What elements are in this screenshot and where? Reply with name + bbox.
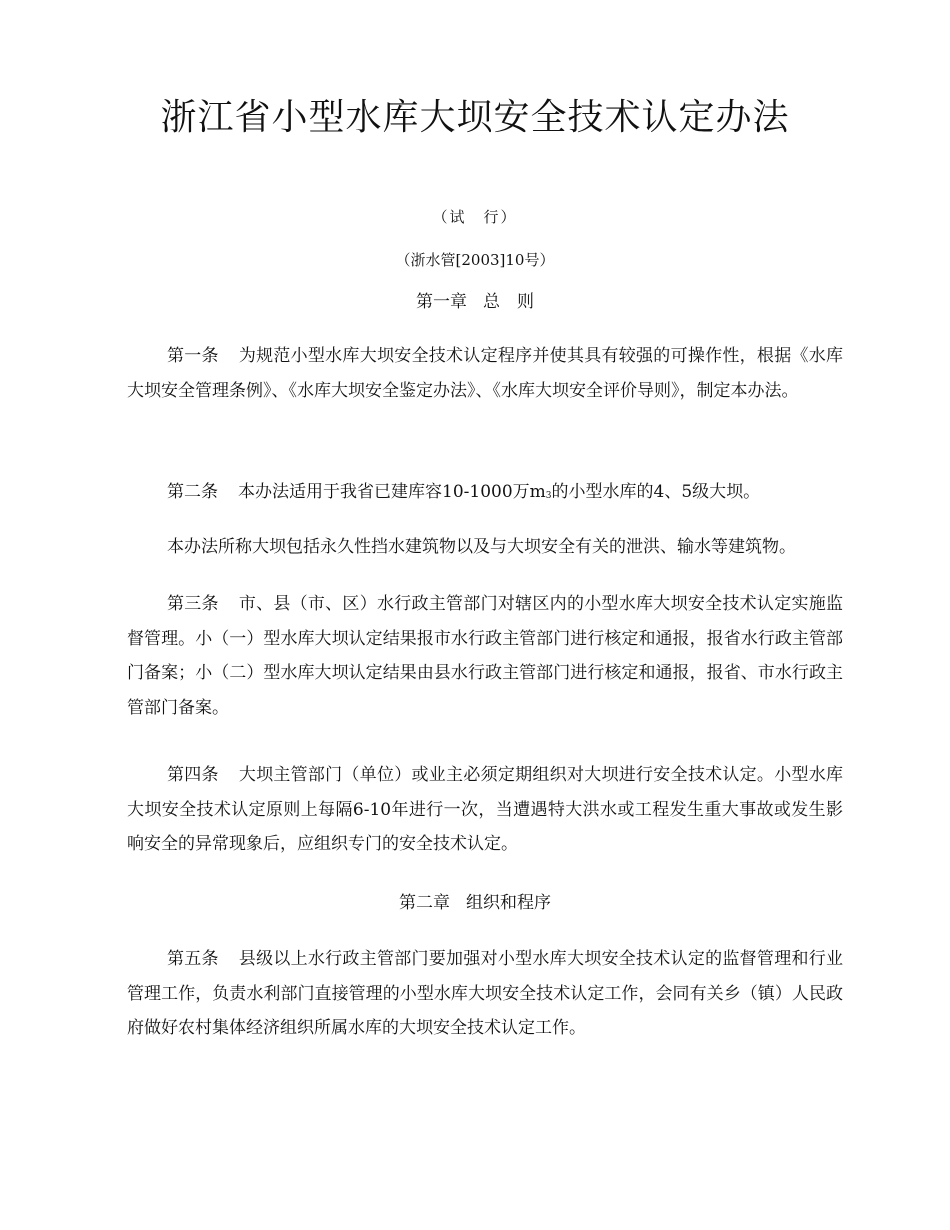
article-text: 本办法所称大坝包括永久性挡水建筑物以及与大坝安全有关的泄洪、输水等建筑物。: [167, 537, 796, 557]
article-paragraph: [127, 942, 843, 1046]
trial-note: （试 行）: [432, 208, 518, 226]
article-text: 市、县（市、区）水行政主管部门对辖区内的小型水库大坝安全技术认定实施监督管理。小（一）型水库大坝认定结果报市水行政主管部门进行核定和通报，报省水行政主管部门备案；小（二）型水库大坝认定结果由县水行政主管部门进行核定和通报，报省、市水行政主管部门备案。: [127, 594, 844, 718]
chapter-heading: [0, 290, 950, 314]
article-number: 第一条: [167, 346, 219, 366]
article-paragraph: [127, 587, 843, 725]
chapter-name: 组织和程序: [466, 893, 551, 913]
article-number: 第四条: [167, 765, 219, 785]
chapter-heading: [0, 891, 950, 915]
article-number: 第二条: [167, 482, 218, 502]
article-paragraph: [127, 475, 843, 514]
chapter-name: 总 则: [483, 292, 534, 312]
article-text: 本办法适用于我省已建库容10-1000万m: [238, 482, 546, 502]
article-paragraph: [127, 339, 843, 408]
article-paragraph: [127, 758, 843, 862]
article-number: 第五条: [167, 949, 219, 969]
article-number: 第三条: [167, 594, 219, 614]
article-text: 大坝主管部门（单位）或业主必须定期组织对大坝进行安全技术认定。小型水库大坝安全技术认定原则上每隔6-10年进行一次，当遭遇特大洪水或工程发生重大事故或发生影响安全的异常现象后，应组织专门的安全技术认定。: [127, 765, 844, 854]
document-number: （浙水管[2003]10号）: [395, 251, 555, 269]
article-text: 为规范小型水库大坝安全技术认定程序并使其具有较强的可操作性，根据《水库大坝安全管理条例》、《水库大坝安全鉴定办法》、《水库大坝安全评价导则》，制定本办法。: [127, 346, 844, 401]
unit-superscript: 3: [545, 491, 552, 501]
article-text: 的小型水库的4、5级大坝。: [551, 482, 761, 502]
article-text: 县级以上水行政主管部门要加强对小型水库大坝安全技术认定的监督管理和行业管理工作，负责水利部门直接管理的小型水库大坝安全技术认定工作，会同有关乡（镇）人民政府做好农村集体经济组织所属水库的大坝安全技术认定工作。: [127, 949, 844, 1038]
chapter-number: 第二章: [399, 893, 450, 913]
article-paragraph: [127, 530, 843, 565]
chapter-number: 第一章: [416, 292, 467, 312]
document-title: 浙江省小型水库大坝安全技术认定办法: [160, 97, 790, 138]
